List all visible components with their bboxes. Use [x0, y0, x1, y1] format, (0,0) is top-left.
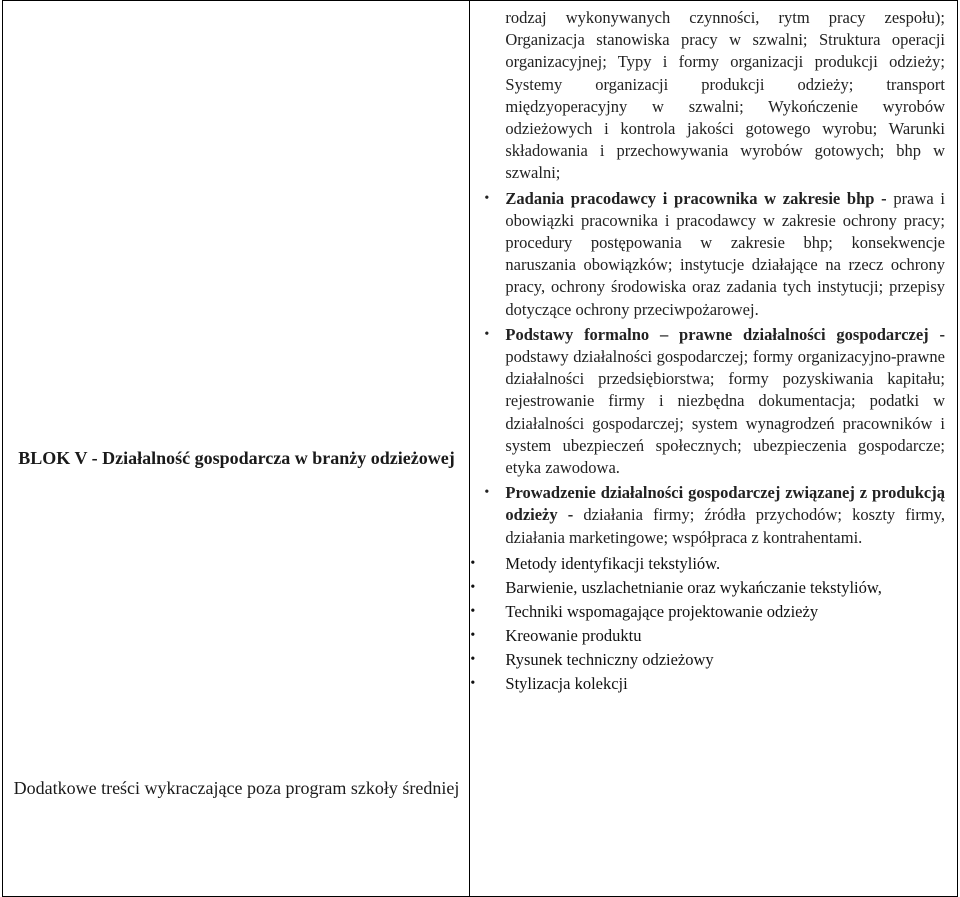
item-text: podstawy działalności gospodarczej; formy organizacyjno-prawne działalności przedsiębiorstwa; formy pozyskiwania kapitału; rejestrowanie firmy i niezbędna dokumentacja; podatki w działalności gospodarczej; system wynagrodzeń pracowników i system ubezpieczeń społecznych; ubezpieczenia gospodarcze; etyka zawodowa. — [505, 347, 945, 478]
curriculum-table — [2, 0, 958, 897]
item-heading: Prowadzenie działalności gospodarczej związanej z produkcją odzieży - — [505, 483, 945, 525]
list-item — [470, 600, 957, 624]
right-column — [470, 1, 958, 897]
bullet-icon: • — [470, 603, 476, 619]
list-item — [470, 672, 957, 696]
list-item — [470, 576, 957, 600]
extra-content-title: Dodatkowe treści wykraczające poza program szkoły średniej — [13, 778, 460, 798]
left-column — [3, 1, 470, 897]
block-title: BLOK V - Działalność gospodarcza w branży odzieżowej — [18, 448, 455, 468]
bullet-icon: • — [484, 326, 490, 342]
list-item — [470, 552, 957, 576]
list-item — [470, 648, 957, 672]
extra-item-text: Stylizacja kolekcji — [505, 673, 628, 693]
extra-item-text: Barwienie, uszlachetnianie oraz wykańczanie tekstyliów, — [505, 577, 882, 597]
item-text: prawa i obowiązki pracownika i pracodawcy w zakresie ochrony pracy; procedury postępowania w zakresie bhp; konsekwencje naruszania obowiązków; instytucje działające na rzecz ochrony pracy, ochrony środowiska oraz zadania tych instytucji; przepisy dotyczące ochrony przeciwpożarowej. — [505, 188, 945, 319]
extra-item-text: Metody identyfikacji tekstyliów. — [505, 553, 721, 573]
extra-item-text: Techniki wspomagające projektowanie odzieży — [505, 601, 819, 621]
content-area — [470, 1, 957, 549]
extra-list — [470, 552, 957, 696]
bullet-icon: • — [470, 555, 476, 571]
bullet-icon: • — [484, 190, 490, 206]
list-item — [470, 624, 957, 648]
bullet-icon: • — [470, 627, 476, 643]
extra-item-text: Kreowanie produktu — [505, 625, 642, 645]
bullet-icon: • — [470, 651, 476, 667]
list-item — [484, 188, 945, 321]
bullet-icon: • — [484, 485, 490, 501]
item-heading: Zadania pracodawcy i pracownika w zakresie bhp - — [505, 188, 887, 208]
bullet-icon: • — [470, 675, 476, 691]
intro-text: rodzaj wykonywanych czynności, rytm pracy zespołu); Organizacja stanowiska pracy w szwalni; Struktura operacji organizacyjnej; Typy i formy organizacji produkcji odzieży; Systemy organizacji produkcji odzieży; transport międzyoperacyjny w szwalni; Wykończenie wyrobów odzieżowych i kontrola jakości gotowego wyrobu; Warunki składowania i przechowywania wyrobów gotowych; bhp w szwalni; — [505, 8, 945, 183]
extra-item-text: Rysunek techniczny odzieżowy — [505, 649, 714, 669]
list-item — [484, 482, 945, 549]
item-heading: Podstawy formalno – prawne działalności gospodarczej - — [505, 324, 945, 344]
item-text: działania firmy; źródła przychodów; koszty firmy, działania marketingowe; współpraca z kontrahentami. — [505, 505, 945, 547]
bullet-icon: • — [470, 579, 476, 595]
list-item — [484, 324, 945, 479]
